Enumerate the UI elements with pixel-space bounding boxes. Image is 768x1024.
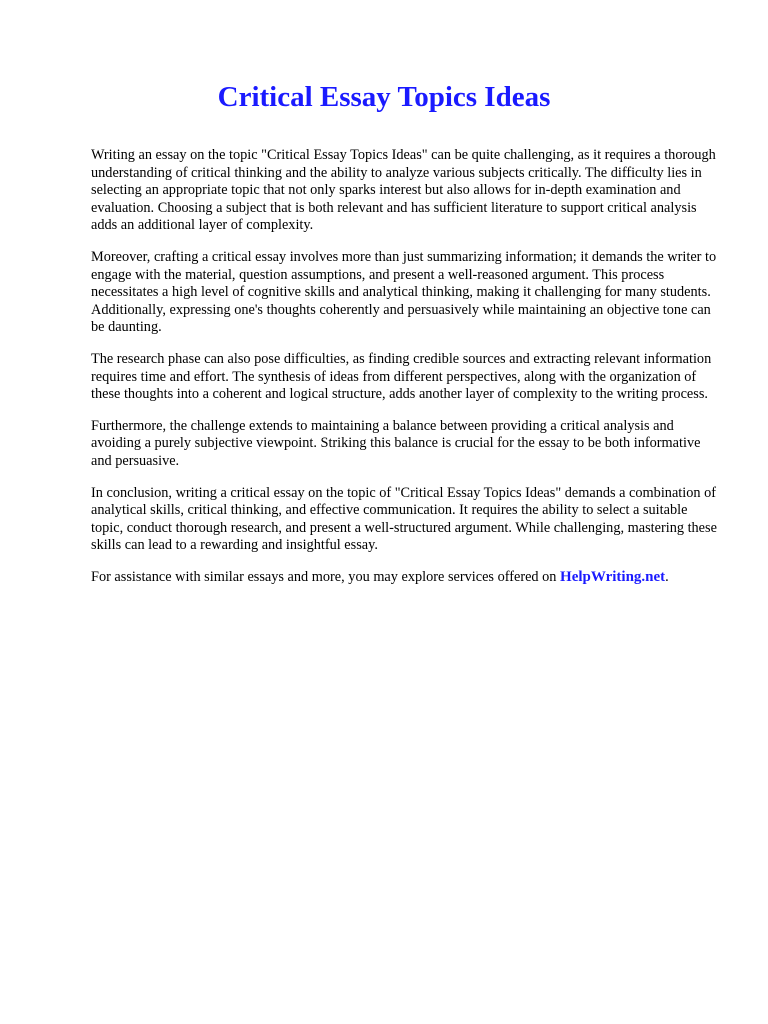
page-title: Critical Essay Topics Ideas — [217, 81, 551, 113]
paragraph-intro: Writing an essay on the topic "Critical Essay Topics Ideas" can be quite challenging, as it requires a thorough understanding of critical thinking and the ability to analyze various subjects critically. The difficulty lies in selecting an appropriate topic that not only sparks interest but also allows for in-depth examination and evaluation. Choosing a subject that is both relevant and has sufficient literature to support critical analysis adds an additional layer of complexity. — [91, 147, 716, 234]
paragraph-research: The research phase can also pose difficulties, as finding credible sources and extracting relevant information requires time and effort. The synthesis of ideas from different perspectives, along with the organization of these thoughts into a coherent and logical structure, adds another layer of complexity to the writing process. — [91, 350, 712, 403]
paragraph-balance: Furthermore, the challenge extends to maintaining a balance between providing a critical analysis and avoiding a purely subjective viewpoint. Striking this balance is crucial for the essay to be both informative and persuasive. — [91, 417, 701, 469]
closing-text: For assistance with similar essays and more, you may explore services offered on — [91, 568, 561, 585]
paragraph-crafting: Moreover, crafting a critical essay involves more than just summarizing information; it demands the writer to engage with the material, question assumptions, and present a well-reasoned argument. This process necessitates a high level of cognitive skills and analytical thinking, making it challenging for many students. Additionally, expressing one's thoughts coherently and persuasively while maintaining an objective tone can be daunting. — [91, 248, 717, 336]
helpwriting-link[interactable]: HelpWriting.net — [560, 568, 666, 585]
closing-period: . — [665, 568, 669, 585]
paragraph-closing — [91, 569, 722, 587]
paragraph-conclusion: In conclusion, writing a critical essay on the topic of "Critical Essay Topics Ideas" demands a combination of analytical skills, critical thinking, and effective communication. It requires the ability to select a suitable topic, conduct thorough research, and present a well-structured argument. While challenging, mastering these skills can lead to a rewarding and insightful essay. — [91, 484, 717, 554]
